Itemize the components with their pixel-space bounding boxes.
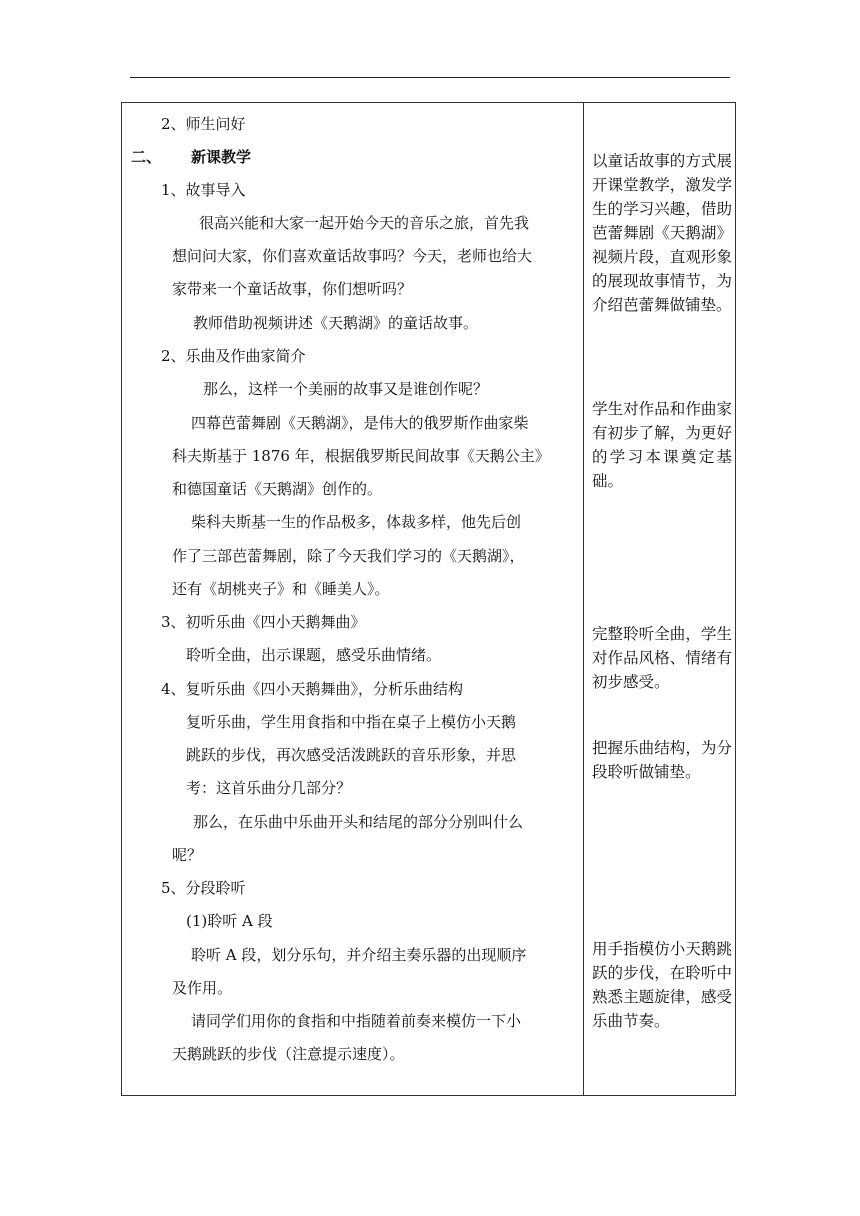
paragraph-line: 还有《胡桃夹子》和《睡美人》。 [172, 580, 390, 598]
design-note: 把握乐曲结构，为分段聆听做铺垫。 [592, 739, 732, 781]
paragraph-line: 想问问大家，你们喜欢童话故事吗？今天，老师也给大 [172, 247, 533, 265]
paragraph-line: 很高兴能和大家一起开始今天的音乐之旅，首先我 [199, 214, 530, 232]
subsection-heading: 5、分段聆听 [161, 879, 246, 897]
paragraph-line: 家带来一个童话故事，你们想听吗？ [172, 280, 413, 298]
line-greeting: 2、师生问好 [161, 115, 246, 133]
column-divider [583, 102, 584, 1096]
header-rule [130, 77, 730, 78]
paragraph-line: 跳跃的步伐，再次感受活泼跳跃的音乐形象，并思 [186, 746, 517, 764]
paragraph-line: 和德国童话《天鹅湖》创作的。 [172, 480, 383, 498]
paragraph-line: 四幕芭蕾舞剧《天鹅湖》，是伟大的俄罗斯作曲家柴 [191, 414, 529, 432]
paragraph-line: 呢？ [172, 846, 203, 864]
paragraph-line: 教师借助视频讲述《天鹅湖》的童话故事。 [193, 314, 479, 332]
subsection-heading: 4、复听乐曲《四小天鹅舞曲》，分析乐曲结构 [161, 680, 464, 698]
paragraph-line: 聆听 A 段，划分乐句，并介绍主奏乐器的出现顺序 [191, 946, 527, 964]
section-number: 二、 [131, 148, 162, 166]
subsection-heading: 1、故事导入 [161, 181, 246, 199]
design-note: 学生对作品和作曲家有初步了解，为更好的学习本课奠定基础。 [592, 400, 732, 490]
paragraph-line: 柴科夫斯基一生的作品极多，体裁多样，他先后创 [191, 513, 522, 531]
paragraph-line: 及作用。 [172, 979, 233, 997]
subsection-heading: (1)聆听 A 段 [186, 912, 273, 930]
paragraph-line: 科夫斯基于 1876 年，根据俄罗斯民间故事《天鹅公主》 [172, 447, 550, 465]
design-note: 用手指模仿小天鹅跳跃的步伐，在聆听中熟悉主题旋律，感受乐曲节奏。 [592, 940, 732, 1030]
paragraph-line: 天鹅跳跃的步伐（注意提示速度）。 [172, 1045, 405, 1063]
design-note: 完整聆听全曲，学生对作品风格、情绪有初步感受。 [592, 625, 732, 691]
paragraph-line: 那么，在乐曲中乐曲开头和结尾的部分分别叫什么 [193, 813, 524, 831]
design-note: 以童话故事的方式展开课堂教学，激发学生的学习兴趣，借助芭蕾舞剧《天鹅湖》视频片段，直观形象的展现故事情节，为介绍芭蕾舞做铺垫。 [592, 152, 732, 314]
subsection-heading: 2、乐曲及作曲家简介 [161, 347, 306, 365]
paragraph-line: 考：这首乐曲分几部分？ [186, 779, 352, 797]
paragraph-line: 那么，这样一个美丽的故事又是谁创作呢？ [203, 380, 489, 398]
subsection-heading: 3、初听乐曲《四小天鹅舞曲》 [161, 613, 366, 631]
paragraph-line: 请同学们用你的食指和中指随着前奏来模仿一下小 [191, 1012, 522, 1030]
paragraph-line: 聆听全曲，出示课题，感受乐曲情绪。 [186, 646, 442, 664]
section-title: 新课教学 [191, 148, 252, 166]
paragraph-line: 复听乐曲，学生用食指和中指在桌子上模仿小天鹅 [186, 713, 517, 731]
paragraph-line: 作了三部芭蕾舞剧，除了今天我们学习的《天鹅湖》， [172, 547, 525, 565]
